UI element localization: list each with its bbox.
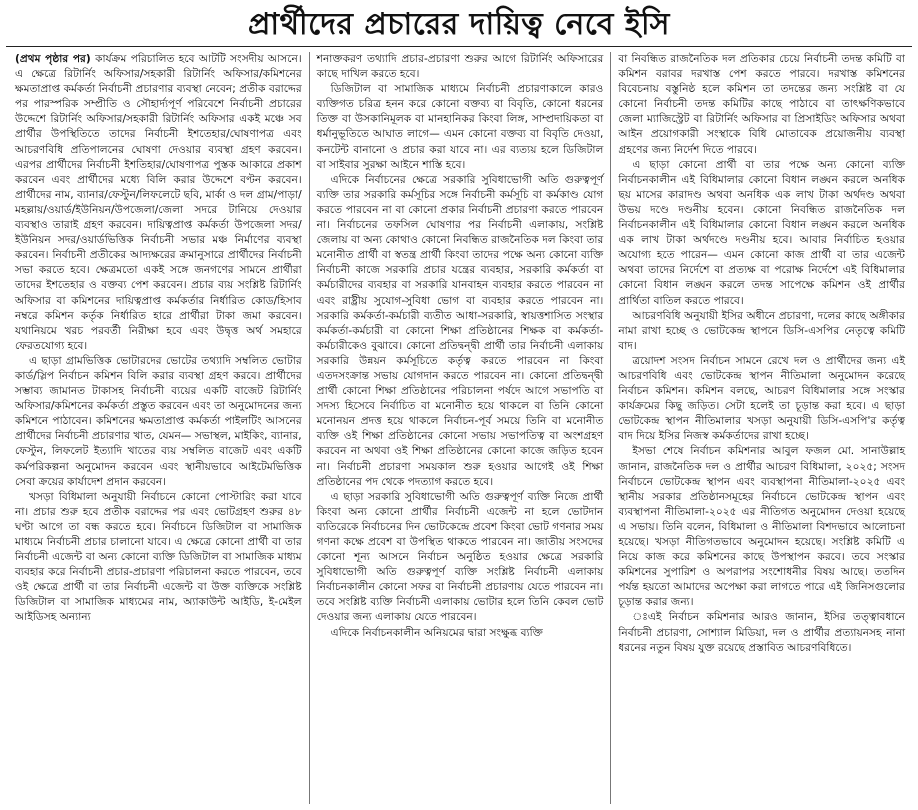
article-column-1 <box>8 52 309 804</box>
headline-divider <box>6 46 912 47</box>
article-paragraph: বা নিবন্ধিত রাজনৈতিক দল প্রতিকার চেয়ে নির্বাচনী তদন্ত কমিটি বা কমিশন বরাবর দরখাস্ত পেশ করতে পারবে। দরখাস্ত কমিশনের বিবেচনায় বস্তুনিষ্ঠ হলে কমিশন তা তদন্তের জন্য সংশ্লিষ্ট বা যে কোনো নির্বাচনী তদন্ত কমিটির কাছে পাঠাবে বা তাৎক্ষণিকভাবে জেলা ম্যাজিস্ট্রেট বা রিটার্নিং অফিসার বা প্রিসাইডিং অফিসার অথবা আইন প্রয়োগকারী সংস্থাকে বিধি মোতাবেক প্রয়োজনীয় ব্যবস্থা গ্রহণের জন্য নির্দেশ দিতে পারবে। <box>618 53 906 156</box>
article-paragraph: এদিকে নির্বাচনকালীন অনিয়মের দ্বারা সংক্ষুব্ধ ব্যক্তি <box>330 626 543 639</box>
article-paragraph: ডিজিটাল বা সামাজিক মাধ্যমে নির্বাচনী প্রচারণাকালে কারও ব্যক্তিগত চরিত্র হনন করে কোনো বক্তব্য বা বিবৃতি, কোনো ধরনের তিক্ত বা উসকানিমূলক বা মানহানিকর কিংবা লিঙ্গ, সাম্প্রদায়িকতা বা ধর্মানুভূতিতে আঘাত লাগে— এমন কোনো বক্তব্য বা বিবৃতি দেওয়া, কনটেন্ট বানানো ও প্রচার করা যাবে না। এর ব্যত্যয় হলে ডিজিটাল বা সাইবার সুরক্ষা আইনে শাস্তি হবে। <box>316 83 604 171</box>
continuation-kicker: (প্রথম পৃষ্ঠার পর) <box>15 53 91 65</box>
article-paragraph: আচরণবিধি অনুযায়ী ইসির অধীনে প্রচারণা, দলের কাছে অঙ্গীকার নামা রাখা হচ্ছে ও ভোটকেন্দ্র স্থাপনে ডিসি-এসপির নেতৃত্বে কমিটি বাদ। <box>618 309 906 352</box>
article-paragraph: এ ছাড়া গ্রামভিত্তিক ভোটারদের ভোটের তথ্যাদি সম্বলিত ভোটার কার্ড/স্লিপ নির্বাচন কমিশন বিলি করার ব্যবস্থা গ্রহণ করবে। প্রার্থীদের সম্ভাব্য জামানত টাকাসহ নির্বাচনী ব্যয়ের একটি বাজেট রিটার্নিং অফিসার/কমিশনের কর্মকর্তা প্রস্তুত করবেন এবং তা অনুমোদনের জন্য কমিশনে পাঠাবেন। কমিশনের ক্ষমতাপ্রাপ্ত কর্মকর্তা পাইলটিং আসনের প্রার্থীদের নির্বাচনী প্রচারণার খাত, যেমন— সভাস্থল, মাইকিং, ব্যানার, ফেস্টুন, লিফলেট ইত্যাদি খাতের ব্যয় সম্বলিত বাজেট এবং একটি কর্মপরিকল্পনা অনুমোদন করবেন এবং স্থানীয়ভাবে আইটেমভিত্তিক সেবা ক্রয়ের কার্যাদেশ প্রদান করবেন। <box>15 354 302 488</box>
article-paragraph: খসড়া বিধিমালা অনুযায়ী নির্বাচনে কোনো পোস্টারিং করা যাবে না। প্রচার শুরু হবে প্রতীক বরাদ্দের পর এবং ভোটগ্রহণ শুরুর ৪৮ ঘণ্টা আগে তা বন্ধ করতে হবে। নির্বাচনে ডিজিটাল বা সামাজিক মাধ্যমে নির্বাচনী প্রচার চালানো যাবে। এ ক্ষেত্রে কোনো প্রার্থী বা তার নির্বাচনী এজেন্ট বা অন্য কোনো ব্যক্তি ডিজিটাল বা সামাজিক মাধ্যম ব্যবহার করে নির্বাচনী প্রচার-প্রচারণা পরিচালনা করতে পারবেন, তবে ওই ক্ষেত্রে প্রার্থী বা তার নির্বাচনী এজেন্ট বা উক্ত ব্যক্তিকে সংশ্লিষ্ট ডিজিটাল বা সামাজিক মাধ্যমের নাম, অ্যাকাউন্ট আইডি, ই-মেইল আইডিসহ অন্যান্য <box>15 490 302 624</box>
article-paragraph: এ ছাড়া কোনো প্রার্থী বা তার পক্ষে অন্য কোনো ব্যক্তি নির্বাচনকালীন এই বিধিমালার কোনো বিধান লঙ্ঘন করলে অনধিক ছয় মাসের কারাদণ্ড অথবা অনধিক এক লাখ টাকা অর্থদণ্ড অথবা উভয় দণ্ডে দণ্ডনীয় হবেন। কোনো নিবন্ধিত রাজনৈতিক দল নির্বাচনকালীন এই বিধিমালার কোনো বিধান লঙ্ঘন করলে অনধিক এক লাখ টাকা অর্থদণ্ডে দণ্ডনীয় হবে। আবার নির্বাচিত হওয়ার অযোগ্য হতে পারেন— এমন কোনো কাজ প্রার্থী বা তার এজেন্ট অথবা তাদের নির্দেশে বা প্রত্যক্ষ বা পরোক্ষ নির্দেশে এই বিধিমালার কোনো বিধান লঙ্ঘন করলে তদন্ত সাপেক্ষে কমিশন ওই প্রার্থীর প্রার্থিতা বাতিল করতে পারবে। <box>618 158 906 307</box>
article-paragraph: (প্রথম পৃষ্ঠার পর) কার্যক্রম পরিচালিত হবে আটটি সংসদীয় আসনে। এ ক্ষেত্রে রিটার্নিং অফিসার/সহকারী রিটার্নিং অফিসার/কমিশনের ক্ষমতাপ্রাপ্ত কর্মকর্তা নির্বাচনী প্রচারণার ব্যবস্থা নেবেন; প্রতীক বরাদ্দের পর পারস্পরিক সম্প্রীতি ও সৌহার্দ্যপূর্ণ পরিবেশে নির্বাচনী প্রচারের উদ্দেশে রিটার্নিং অফিসার/সহকারী রিটার্নিং অফিসার একই মঞ্চে সব প্রার্থীর উপস্থিতিতে তাদের নির্বাচনী ইশতেহার/ঘোষণাপত্র এবং আচরণবিধি প্রতিপালনের ঘোষণা দেওয়ার ব্যবস্থা গ্রহণ করবেন। এরপর প্রার্থীদের নির্বাচনী ইশতিহার/ঘোষণাপত্র পুস্তক আকারে প্রকাশ করবেন এবং প্রার্থীদের মধ্যে বিলি করার উদ্দেশে বণ্টন করবেন। প্রার্থীদের নাম, ব্যানার/ফেস্টুন/লিফলেটে ছবি, মার্কা ও দল গ্রাম/পাড়া/মহল্লায়/ওয়ার্ড/ইউনিয়ন/উপজেলা/জেলা সদরে টানিয়ে দেওয়ার ব্যবস্থাও তারাই গ্রহণ করবেন। দায়িত্বপ্রাপ্ত কর্মকর্তা উপজেলা সদর/ইউনিয়ন সদর/ওয়ার্ডভিত্তিক নির্বাচনী সভার মঞ্চ নির্মাণের ব্যবস্থা করবেন। নির্বাচনী প্রতীকের আদ্যক্ষরের ক্রমানুসারে প্রার্থীদের নির্বাচনী সভা করতে হবে। ক্ষেত্রমতো একই সঙ্গে জনগণের সামনে প্রার্থীরা তাদের ইশতেহার ও বক্তব্য পেশ করবেন। প্রচার ব্যয় সংশ্লিষ্ট রিটার্নিং অফিসার বা কমিশনের দায়িত্বপ্রাপ্ত কর্মকর্তার নির্ধারিত কোড/হিসাব নম্বরে কমিশন কর্তৃক নির্ধারিত হারে প্রার্থীরা টাকা জমা করবেন। যথানিয়মে খরচ পরবর্তী নিরীক্ষা হবে এবং উদ্বৃত্ত অর্থ সমহারে ফেরতযোগ্য হবে। <box>15 53 302 352</box>
article-paragraph: এ ছাড়া সরকারি সুবিধাভোগী অতি গুরুত্বপূর্ণ ব্যক্তি নিজে প্রার্থী কিংবা অন্য কোনো প্রার্থীর নির্বাচনী এজেন্ট না হলে ভোটদান ব্যতিরেকে নির্বাচনের দিন ভোটকেন্দ্রে প্রবেশ কিংবা ভোট গণনার সময় গণনা কক্ষে প্রবেশ বা উপস্থিত থাকতে পারবেন না। জাতীয় সংসদের কোনো শূন্য আসনে নির্বাচন অনুষ্ঠিত হওয়ার ক্ষেত্রে সরকারি সুবিধাভোগী অতি গুরুত্বপূর্ণ ব্যক্তি সংশ্লিষ্ট নির্বাচনী এলাকায় নির্বাচনকালীন কোনো সফর বা নির্বাচনী প্রচারণায় যেতে পারবেন না। তবে সংশ্লিষ্ট ব্যক্তি নির্বাচনী এলাকায় ভোটার হলে তিনি কেবল ভোট দেওয়ার জন্য এলাকায় যেতে পারবেন। <box>316 490 604 624</box>
article-paragraph: শনাক্তকরণ তথ্যাদি প্রচার-প্রচারণা শুরুর আগে রিটার্নিং অফিসারের কাছে দাখিল করতে হবে। <box>316 53 604 81</box>
headline: প্রার্থীদের প্রচারের দায়িত্ব নেবে ইসি <box>248 7 670 42</box>
article-paragraph: ত্রয়োদশ সংসদ নির্বাচন সামনে রেখে দল ও প্রার্থীদের জন্য এই আচরণবিধি এবং ভোটকেন্দ্র স্থাপন নীতিমালা অনুমোদন করেছে নির্বাচন কমিশন। কমিশন বলছে, আচরণ বিধিমালার সঙ্গে সংস্কার কার্যক্রমের কিছু জড়িত। সেটা হলেই তা চূড়ান্ত করা হবে। এ ছাড়া ভোটকেন্দ্র স্থাপন নীতিমালার খসড়া অনুযায়ী ডিসি-এসপি'র কর্তৃত্ব বাদ দিয়ে ইসির নিজস্ব কর্মকর্তাদের রাখা হচ্ছে। <box>618 354 906 443</box>
article-paragraph: ঃএই নির্বাচন কমিশনার আরও জানান, ইসির তত্ত্বাবধানে নির্বাচনী প্রচারণা, সোশ্যাল মিডিয়া, দল ও প্রার্থীর প্রত্যায়নসহ নানা ধরনের নতুন বিষয় যুক্ত রয়েছে প্রস্তাবিত আচরণবিধিতে। <box>618 611 906 654</box>
article-columns <box>8 52 912 804</box>
article-column-2 <box>309 52 611 804</box>
article-paragraph: এদিকে নির্বাচনের ক্ষেত্রে সরকারি সুবিধাভোগী অতি গুরুত্বপূর্ণ ব্যক্তি তার সরকারি কর্মসূচির সঙ্গে নির্বাচনী কর্মসূচি বা কর্মকাণ্ড যোগ করতে পারবেন না বা কোনো প্রকার নির্বাচনী প্রচারণা করতে পারবেন না। নির্বাচনের তফসিল ঘোষণার পর নির্বাচনী এলাকায়, সংশ্লিষ্ট জেলায় বা অন্য কোথাও কোনো নিবন্ধিত রাজনৈতিক দল কিংবা তার মনোনীত প্রার্থী বা স্বতন্ত্র প্রার্থী কিংবা তাদের পক্ষে অন্য কোনো ব্যক্তি নির্বাচনী কাজে সরকারি প্রচার যন্ত্রের ব্যবহার, সরকারি কর্মকর্তা বা কর্মচারীদের ব্যবহার বা সরকারি যানবাহন ব্যবহার করতে পারবেন না এবং রাষ্ট্রীয় সুযোগ-সুবিধা ভোগ বা ব্যবহার করতে পারবেন না। সরকারি কর্মকর্তা-কর্মচারী ব্যতীত আধা-সরকারি, স্বায়ত্তশাসিত সংস্থার কর্মকর্তা-কর্মচারী বা কোনো শিক্ষা প্রতিষ্ঠানের শিক্ষক বা কর্মকর্তা-কর্মচারীকেও বুঝাবে। কোনো প্রতিদ্বন্দ্বী প্রার্থী তার নির্বাচনী এলাকায় সরকারি উন্নয়ন কর্মসূচিতে কর্তৃত্ব করতে পারবেন না কিংবা এতদসংক্রান্ত সভায় যোগদান করতে পারবেন না। কোনো প্রতিদ্বন্দ্বী প্রার্থী কোনো শিক্ষা প্রতিষ্ঠানের পরিচালনা পর্ষদে আগে সভাপতি বা সদস্য হিসেবে নির্বাচিত বা মনোনীত হয়ে থাকলে বা তিনি কোনো মনোনয়ন প্রদত্ত হয়ে থাকলে নির্বাচন-পূর্ব সময়ে তিনি বা মনোনীত ব্যক্তি ওই শিক্ষা প্রতিষ্ঠানের কোনো সভায় সভাপতিত্ব বা অংশগ্রহণ করবেন না অথবা ওই শিক্ষা প্রতিষ্ঠানের কোনো কাজে জড়িত হবেন না। নির্বাচনী প্রচারণা সময়কাল শুরু হওয়ার আগেই ওই শিক্ষা প্রতিষ্ঠানের পদ থেকে পদত্যাগ করতে হবে। <box>316 173 604 488</box>
article-paragraph: ইসভা শেষে নির্বাচন কমিশনার আবুল ফজল মো. সানাউল্লাহ জানান, রাজনৈতিক দল ও প্রার্থীর আচরণ বিধিমালা, ২০২৫; সংসদ নির্বাচনে ভোটকেন্দ্র স্থাপন এবং ব্যবস্থাপনা নীতিমালা-২০২৫ এবং স্থানীয় সরকার প্রতিষ্ঠানসমূহের নির্বাচনে ভোটকেন্দ্র স্থাপন এবং ব্যবস্থাপনা নীতিমালা-২০২৫ এর নীতিগত অনুমোদন দেওয়া হয়েছে এ সভায়। তিনি বলেন, বিধিমালা ও নীতিমালা বিশদভাবে আলোচনা হয়েছে। খসড়া নীতিগতভাবে অনুমোদন হয়েছে। সংশ্লিষ্ট কমিটি এ নিয়ে কাজ করে কমিশনের কাছে উপস্থাপন করবে। তবে সংস্কার কমিশনের সুপারিশ ও অপরাপর সংশোধনীর বিষয় আছে। ততদিন পর্যন্ত হয়তো আমাদের অপেক্ষা করা লাগতে পারে এই জিনিসগুলোর চূড়ান্ত করার জন্য। <box>618 445 906 609</box>
article-column-3 <box>610 52 912 804</box>
